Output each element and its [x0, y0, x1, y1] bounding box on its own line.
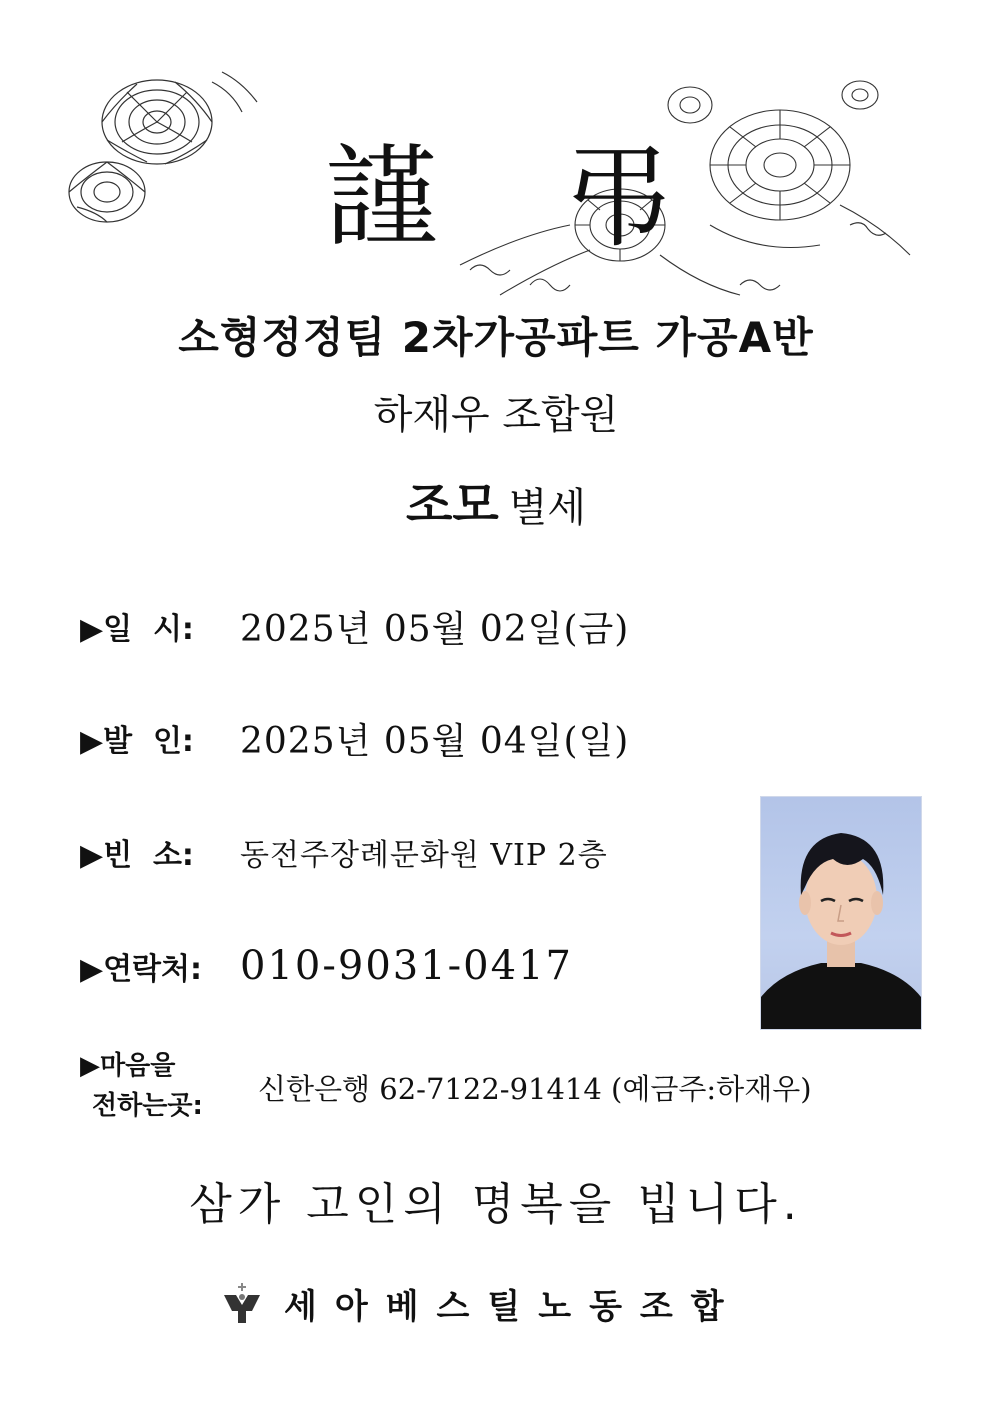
title-char-2: 弔	[562, 133, 674, 263]
contact-label: ▶연락처:	[80, 952, 203, 987]
contact-value: 010-9031-0417	[240, 943, 573, 989]
relation: 조모	[405, 477, 499, 533]
datetime-value: 2025년 05월 02일(금)	[240, 608, 630, 650]
contact-row	[80, 936, 573, 996]
gift-label-line1: ▶마음을	[80, 1051, 176, 1081]
mortuary-value: 동전주장례문화원 VIP 2층	[240, 838, 608, 873]
union-signature	[222, 1268, 742, 1338]
mortuary-label: ▶빈 소:	[80, 838, 194, 873]
title-char-1: 謹	[325, 133, 437, 263]
gift-account: 신한은행 62-7122-91414 (예금주:하재우)	[258, 1072, 812, 1106]
burial-value: 2025년 05월 04일(일)	[240, 720, 630, 762]
portrait-figure	[761, 797, 921, 1029]
union-logo-icon	[222, 1281, 262, 1325]
member-name: 하재우 조합원	[373, 392, 619, 438]
gift-label	[80, 1046, 230, 1126]
datetime-row	[80, 596, 629, 656]
union-name: 세아베스틸노동조합	[284, 1286, 742, 1327]
decease-word: 별세	[508, 485, 587, 531]
mortuary-row	[80, 822, 608, 882]
condolence-message: 삼가 고인의 명복을 빕니다.	[189, 1179, 803, 1230]
portrait-photo	[760, 796, 922, 1030]
datetime-label: ▶일 시:	[80, 612, 194, 647]
gift-label-line2: 전하는곳:	[92, 1091, 203, 1121]
title	[0, 128, 992, 268]
burial-label: ▶발 인:	[80, 724, 194, 759]
department: 소형정정팀 2차가공파트 가공A반	[178, 313, 814, 362]
relation-line	[0, 470, 992, 551]
burial-row	[80, 708, 629, 768]
